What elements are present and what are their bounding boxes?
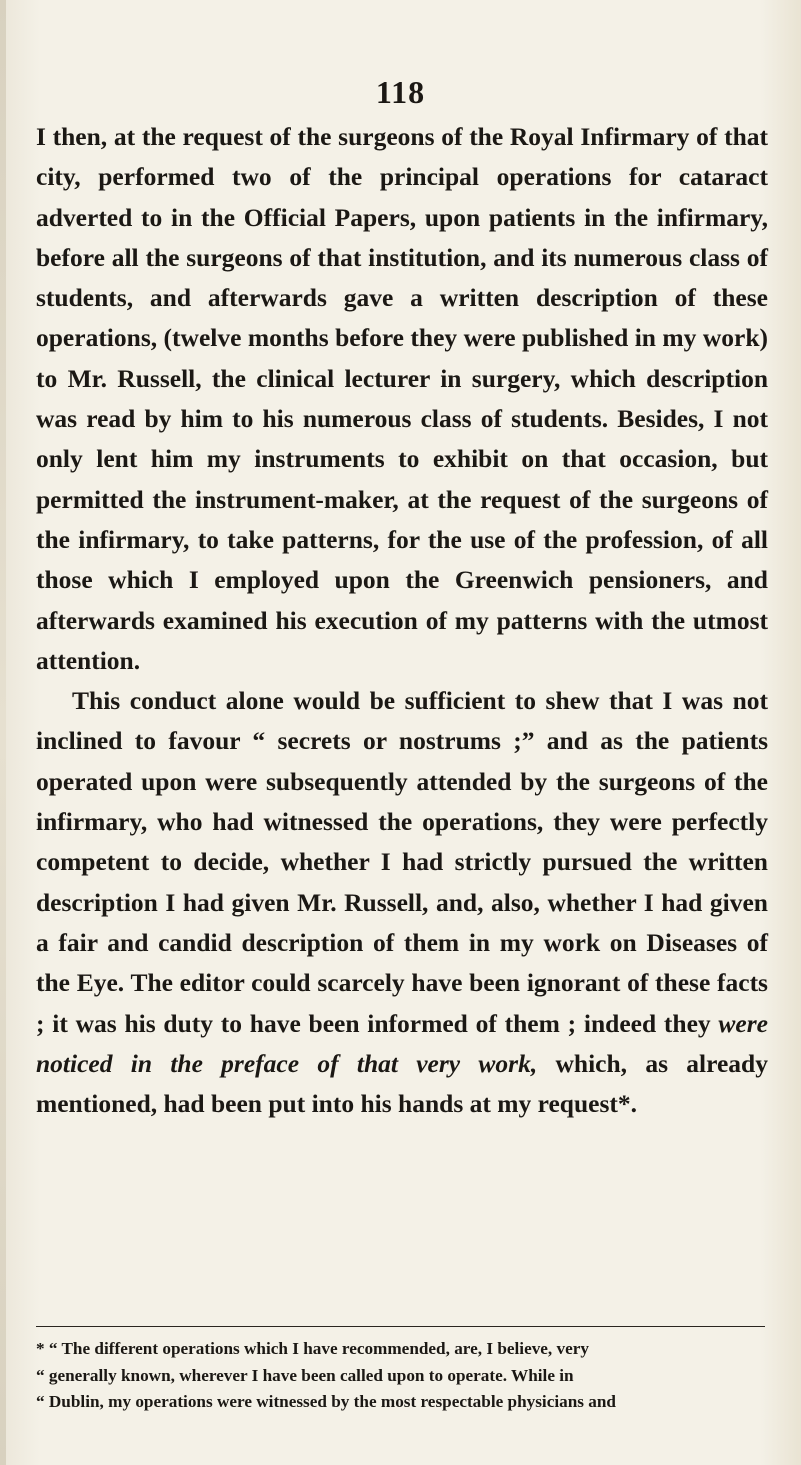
footnote	[36, 1336, 766, 1416]
paragraph-2	[36, 681, 768, 1124]
footnote-line-3: “ Dublin, my operations were witnessed by the most respectable physicians and	[36, 1392, 616, 1411]
main-text	[36, 117, 768, 1124]
paragraph-1: I then, at the request of the surgeons of the Royal Infirmary of that city, performed two of the principal operations for cataract adverted to in the Official Papers, upon patients in the infirmary, before all the surgeons of that institution, and its numerous class of students, and afterwards gave a written description of these operations, (twelve months before they were published in my work) to Mr. Russell, the clinical lecturer in surgery, which description was read by him to his numerous class of students. Besides, I not only lent him my instruments to exhibit on that occasion, but permitted the instrument-maker, at the request of the surgeons of the infirmary, to take patterns, for the use of the profession, of all those which I employed upon the Greenwich pensioners, and afterwards examined his execution of my patterns with the utmost attention.	[36, 122, 768, 675]
footnote-divider	[36, 1326, 765, 1327]
page-number: 118	[375, 74, 426, 110]
page-gutter	[0, 0, 6, 1465]
italic-phrase: were noticed in the preface of that very work,	[36, 1008, 768, 1078]
paragraph-2-end: which, as already mentioned, had been put into his hands at my request*.	[36, 1048, 768, 1119]
paragraph-2-text: This conduct alone would be sufficient to shew that I was not inclined to favour “ secrets or nostrums ;” and as the patients operated upon were subsequently attended by the surgeons of the infirmary, who had witnessed the operations, they were perfectly competent to decide, whether I had strictly pursued the written description I had given Mr. Russell, and, also, whether I had given a fair and candid description of them in my work on Diseases of the Eye. The editor could scarcely have been ignorant of these facts ; it was his duty to have been informed of them ; indeed they	[36, 686, 768, 1038]
footnote-line-1: * “ The different operations which I have recommended, are, I believe, very	[36, 1339, 589, 1358]
footnote-line-2: “ generally known, wherever I have been called upon to operate. While in	[36, 1365, 574, 1385]
